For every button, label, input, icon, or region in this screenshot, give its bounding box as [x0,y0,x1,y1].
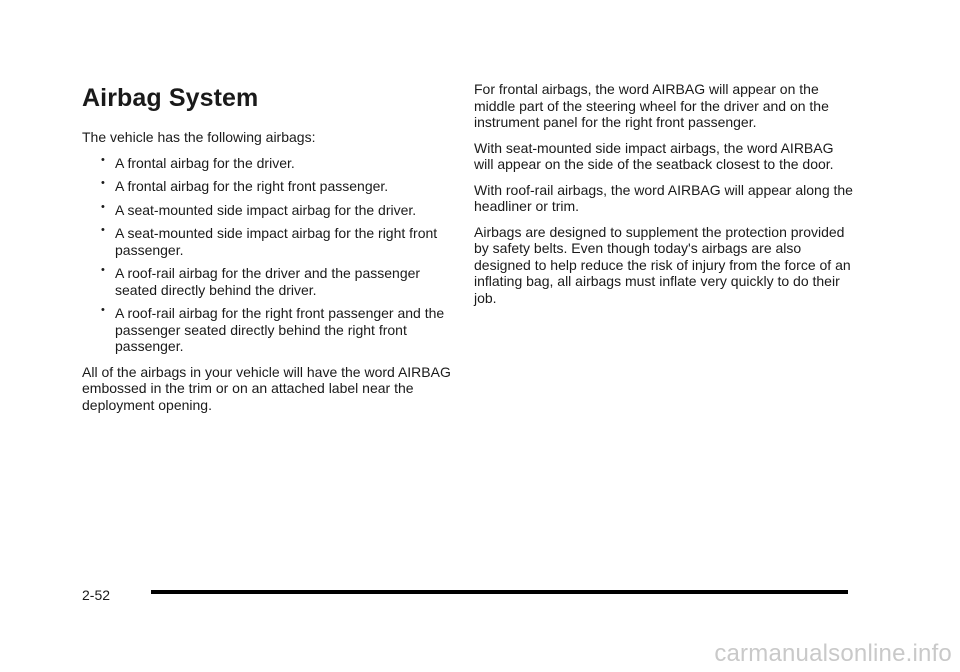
bullet-icon: • [101,304,105,316]
bullet-icon: • [101,177,105,189]
right-column [474,81,854,315]
side-impact-paragraph: With seat-mounted side impact airbags, the word AIRBAG will appear on the side of the seatback closest to the door. [474,139,834,172]
watermark: carmanualsonline.info [714,640,952,667]
section-title: Airbag System [82,84,259,112]
footer-rule [151,590,848,594]
list-item-text: A frontal airbag for the driver. [115,154,295,171]
airbag-list [82,155,454,355]
list-item-text: A seat-mounted side impact airbag for the right front passenger. [115,225,438,258]
bullet-icon: • [101,200,105,213]
list-item [82,178,454,195]
list-item [82,155,454,172]
intro-paragraph: The vehicle has the following airbags: [82,129,316,145]
bullet-icon: • [101,153,105,166]
bullet-icon: • [101,264,105,276]
list-item-text: A roof-rail airbag for the right front passenger and the passenger seated directly behind the right front passenger. [115,305,445,354]
frontal-airbag-paragraph: For frontal airbags, the word AIRBAG will appear on the middle part of the steering wheel for the driver and on the instrument panel for the right front passenger. [474,81,829,130]
roof-rail-paragraph: With roof-rail airbags, the word AIRBAG will appear along the headliner or trim. [474,181,853,214]
list-item-text: A seat-mounted side impact airbag for the driver. [115,201,417,218]
closing-paragraph: All of the airbags in your vehicle will have the word AIRBAG embossed in the trim or on an attached label near the deployment opening. [82,363,451,413]
list-item [82,305,454,355]
bullet-icon: • [101,224,105,236]
supplement-paragraph: Airbags are designed to supplement the protection provided by safety belts. Even though today's airbags are also designed to help reduce the risk of injury from the force of an inflating bag, all airbags must inflate very quickly to do their job. [474,223,851,306]
list-item-text: A roof-rail airbag for the driver and the passenger seated directly behind the driver. [115,265,421,298]
list-item [82,225,454,258]
left-column [82,82,454,422]
list-item-text: A frontal airbag for the right front passenger. [115,178,389,194]
list-item [82,202,454,219]
page-number: 2-52 [82,587,111,603]
list-item [82,265,454,298]
